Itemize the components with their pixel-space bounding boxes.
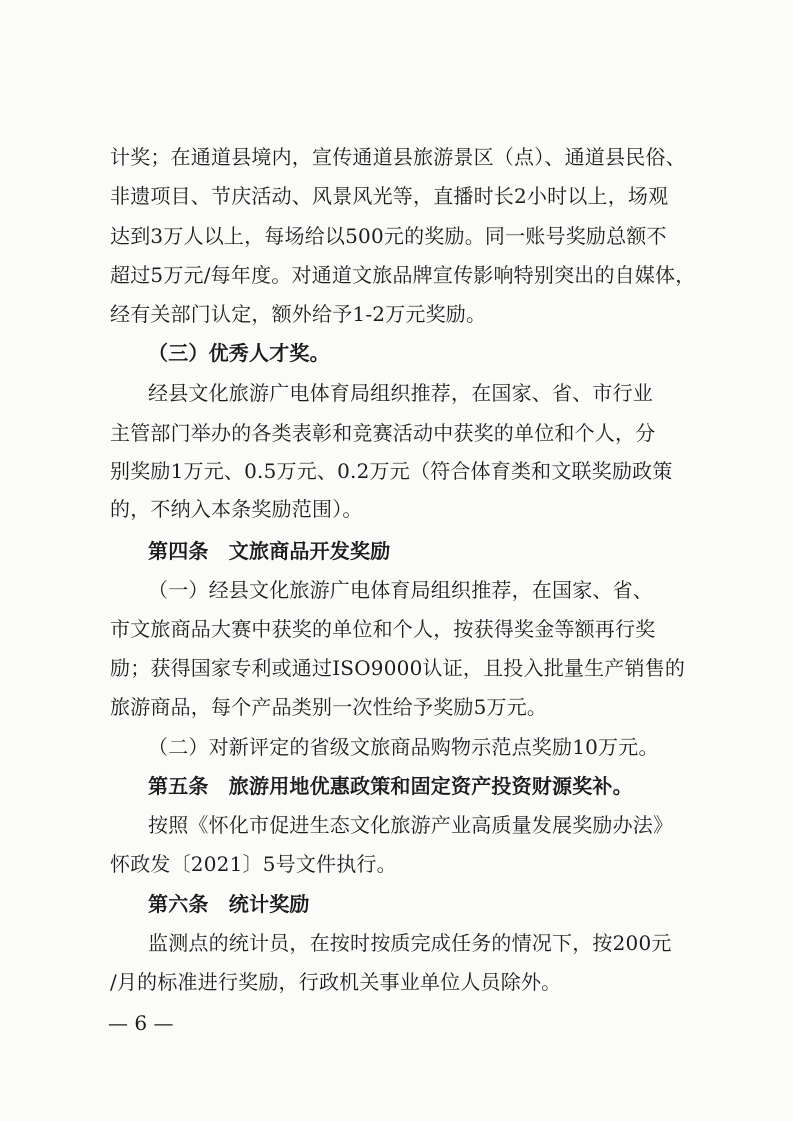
body-text-line: （一）经县文化旅游广电体育局组织推荐，在国家、省、	[148, 578, 653, 602]
body-text-line: 监测点的统计员，在按时按质完成任务的情况下，按200元	[148, 931, 672, 955]
body-text-line: 主管部门举办的各类表彰和竞赛活动中获奖的单位和个人，分	[110, 421, 656, 445]
body-text-line: 计奖；在通道县境内，宣传通道县旅游景区（点）、通道县民俗、	[110, 145, 686, 169]
body-text-line: 经县文化旅游广电体育局组织推荐，在国家、省、市行业	[148, 381, 653, 405]
body-text-line: 励；获得国家专利或通过ISO9000认证，且投入批量生产销售的	[110, 656, 686, 680]
body-text-line: 别奖励1万元、0.5万元、0.2万元（符合体育类和文联奖励政策	[110, 459, 673, 483]
body-text-line: 非遗项目、节庆活动、风景风光等，直播时长2小时以上，场观	[110, 184, 669, 208]
body-text-line: 按照《怀化市促进生态文化旅游产业高质量发展奖励办法》	[148, 813, 674, 837]
body-text-line: 市文旅商品大赛中获奖的单位和个人，按获得奖金等额再行奖	[110, 617, 656, 641]
body-text-line: 旅游商品，每个产品类别一次性给予奖励5万元。	[110, 695, 548, 719]
body-text-line: （二）对新评定的省级文旅商品购物示范点奖励10万元。	[148, 735, 659, 759]
section-heading: （三）优秀人才奖。	[148, 341, 330, 365]
article-heading: 第五条 旅游用地优惠政策和固定资产投资财源奖补。	[148, 774, 633, 798]
body-text-line: 超过5万元/每年度。对通道文旅品牌宣传影响特别突出的自媒体，	[110, 263, 696, 287]
article-heading: 第六条 统计奖励	[148, 892, 310, 916]
article-heading: 第四条 文旅商品开发奖励	[148, 539, 391, 563]
page-number: — 6 —	[108, 1011, 174, 1035]
body-text-line: 的，不纳入本条奖励范围）。	[110, 497, 363, 521]
body-text-line: /月的标准进行奖励，行政机关事业单位人员除外。	[110, 970, 562, 994]
body-text-line: 怀政发〔2021〕5号文件执行。	[110, 852, 397, 876]
body-text-line: 经有关部门认定，额外给予1-2万元奖励。	[110, 302, 487, 326]
body-text-line: 达到3万人以上，每场给以500元的奖励。同一账号奖励总额不	[110, 224, 667, 248]
